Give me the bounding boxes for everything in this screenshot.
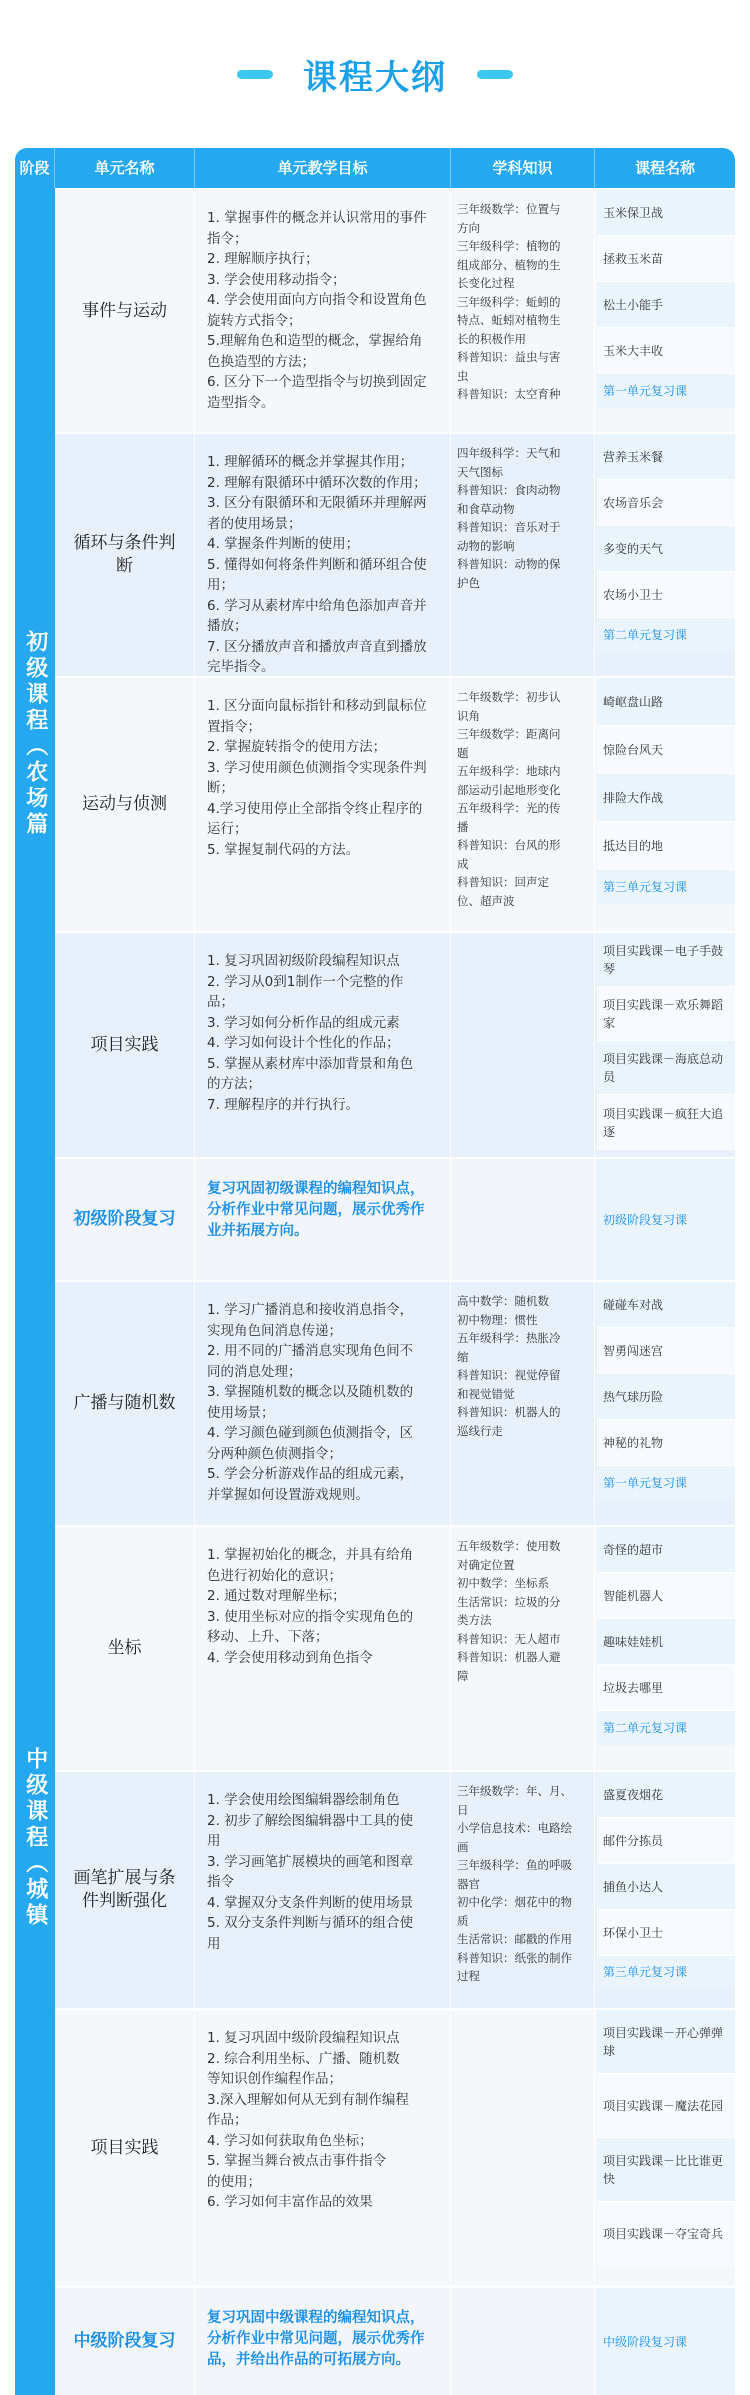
goal-line: 业并拓展方向。 bbox=[207, 1223, 309, 1239]
knowledge-line: 科普知识：太空育种 bbox=[457, 387, 561, 401]
goal-line: 品； bbox=[207, 994, 234, 1010]
unit-goals bbox=[195, 434, 451, 676]
knowledge-line: 组成部分、植物的生 bbox=[457, 257, 561, 272]
course-name: 项目实践课－开心弹弹球 bbox=[597, 2010, 735, 2074]
knowledge-line: 五年级数学：使用数 bbox=[457, 1539, 561, 1553]
goal-line: 4. 学会使用移动到角色指令 bbox=[207, 1649, 373, 1666]
goal-line: 完毕指令。 bbox=[207, 659, 275, 675]
course-name: 趣味娃娃机 bbox=[597, 1619, 735, 1665]
goal-line: 1. 区分面向鼠标指针和移动到鼠标位 bbox=[207, 698, 427, 714]
unit-goals bbox=[195, 1282, 451, 1525]
course-name: 垃圾去哪里 bbox=[597, 1665, 735, 1711]
course-list bbox=[595, 190, 735, 432]
course-name: 智能机器人 bbox=[597, 1573, 735, 1619]
knowledge-line: 虫 bbox=[457, 368, 469, 383]
goal-line: 2. 综合利用坐标、广播、随机数 bbox=[207, 2050, 400, 2067]
course-name: 第一单元复习课 bbox=[597, 1466, 735, 1500]
unit-name: 项目实践 bbox=[55, 933, 195, 1157]
goal-line: 并掌握如何设置游戏规则。 bbox=[207, 1486, 369, 1503]
page-title-bar bbox=[0, 0, 750, 148]
unit-goals bbox=[195, 2288, 451, 2395]
knowledge-line: 类方法 bbox=[457, 1613, 492, 1627]
unit-goals bbox=[195, 1159, 451, 1280]
knowledge-line: 生活常识：邮戳的作用 bbox=[457, 1932, 572, 1946]
knowledge-line: 三年级数学：年、月、 bbox=[457, 1784, 572, 1798]
goal-line: 5.理解角色和造型的概念，掌握给角 bbox=[207, 333, 423, 349]
course-name: 项目实践课－魔法花园 bbox=[597, 2074, 735, 2138]
unit-name: 初级阶段复习 bbox=[55, 1159, 195, 1280]
knowledge-line: 初中物理：惯性 bbox=[457, 1312, 538, 1327]
unit-goals bbox=[195, 1772, 451, 2008]
knowledge-line: 和食草动物 bbox=[457, 501, 515, 516]
goal-line: 1. 复习巩固中级阶段编程知识点 bbox=[207, 2030, 400, 2046]
goal-line: 指令 bbox=[207, 1874, 234, 1890]
goal-line: 2. 理解顺序执行； bbox=[207, 251, 319, 267]
goal-line: 4.学习使用停止全部指令终止程序的 bbox=[207, 800, 423, 817]
knowledge-line: 初中数学：坐标系 bbox=[457, 1576, 549, 1590]
course-name: 农场小卫士 bbox=[597, 572, 735, 618]
course-name: 项目实践课－夺宝奇兵 bbox=[597, 2202, 735, 2266]
goal-line: 2. 学习从0到1制作一个完整的作 bbox=[207, 973, 404, 990]
course-name: 智勇闯迷宫 bbox=[597, 1328, 735, 1374]
course-name: 热气球历险 bbox=[597, 1374, 735, 1420]
knowledge-line: 三年级数学：距离问 bbox=[457, 727, 561, 741]
goal-line: 使用场景； bbox=[207, 1404, 275, 1421]
unit-name: 中级阶段复习 bbox=[55, 2288, 195, 2395]
knowledge-line: 二年级数学：初步认 bbox=[457, 690, 561, 704]
knowledge-line: 科普知识：无人超市 bbox=[457, 1631, 561, 1646]
goal-line: 造型指令。 bbox=[207, 394, 275, 411]
knowledge-line: 科普知识：纸张的制作 bbox=[457, 1950, 572, 1965]
course-name: 松土小能手 bbox=[597, 282, 735, 328]
course-name: 拯救玉米苗 bbox=[597, 236, 735, 282]
table-row bbox=[55, 432, 735, 676]
course-name: 第三单元复习课 bbox=[597, 870, 735, 904]
goal-line: 4. 学习如何获取角色坐标； bbox=[207, 2132, 373, 2149]
knowledge-line: 播 bbox=[457, 819, 469, 834]
course-name: 营养玉米餐 bbox=[597, 434, 735, 480]
unit-goals bbox=[195, 678, 451, 931]
knowledge-line: 五年级科学：热胀冷 bbox=[457, 1331, 561, 1345]
subject-knowledge bbox=[451, 1159, 595, 1280]
knowledge-line: 三年级科学：蚯蚓的 bbox=[457, 294, 561, 309]
stage-intermediate: 中级课程（城镇 bbox=[15, 1280, 55, 2395]
goal-line: 6. 学习从素材库中给角色添加声音并 bbox=[207, 597, 427, 614]
knowledge-line: 部运动引起地形变化 bbox=[457, 782, 561, 797]
knowledge-line: 科普知识：动物的保 bbox=[457, 557, 561, 571]
goal-line: 色换造型的方法； bbox=[207, 353, 315, 370]
knowledge-line: 五年级科学：地球内 bbox=[457, 764, 561, 778]
goal-line: 4. 学会使用面向方向指令和设置角色 bbox=[207, 292, 427, 308]
header-unit-goals: 单元教学目标 bbox=[195, 148, 451, 188]
course-name: 玉米保卫战 bbox=[597, 190, 735, 236]
subject-knowledge bbox=[451, 1282, 595, 1525]
subject-knowledge bbox=[451, 678, 595, 931]
knowledge-line: 科普知识：视觉停留 bbox=[457, 1368, 561, 1382]
knowledge-line: 日 bbox=[457, 1802, 469, 1817]
knowledge-line: 生活常识：垃圾的分 bbox=[457, 1594, 561, 1609]
course-name: 项目实践课－欢乐舞蹈家 bbox=[597, 987, 735, 1041]
course-name: 环保小卫士 bbox=[597, 1910, 735, 1956]
course-name: 项目实践课－海底总动员 bbox=[597, 1041, 735, 1095]
goal-line: 播放； bbox=[207, 618, 248, 634]
course-name: 奇怪的超市 bbox=[597, 1527, 735, 1573]
goal-line: 用 bbox=[207, 1833, 221, 1849]
knowledge-line: 方向 bbox=[457, 220, 480, 235]
course-list bbox=[595, 1527, 735, 1770]
goal-line: 2. 通过数对理解坐标； bbox=[207, 1588, 346, 1604]
knowledge-line: 科普知识：益虫与害 bbox=[457, 350, 561, 364]
goal-line: 色进行初始化的意识； bbox=[207, 1567, 342, 1584]
knowledge-line: 天气图标 bbox=[457, 464, 503, 479]
goal-line: 7. 区分播放声音和播放声音直到播放 bbox=[207, 638, 427, 655]
header-stage: 阶段 bbox=[15, 148, 55, 188]
course-name: 抵达目的地 bbox=[597, 822, 735, 870]
course-name: 邮件分拣员 bbox=[597, 1818, 735, 1864]
table-row bbox=[55, 1525, 735, 1770]
knowledge-line: 护色 bbox=[457, 575, 480, 590]
goal-line: 4. 掌握条件判断的使用； bbox=[207, 536, 360, 552]
goal-line: 2. 掌握旋转指令的使用方法； bbox=[207, 739, 387, 755]
goal-line: 6. 学习如何丰富作品的效果 bbox=[207, 2194, 373, 2210]
goal-line: 分析作业中常见问题，展示优秀作 bbox=[207, 2331, 425, 2347]
course-name: 多变的天气 bbox=[597, 526, 735, 572]
goal-line: 移动、上升、下落； bbox=[207, 1629, 329, 1645]
goal-line: 5. 掌握从素材库中添加背景和角色 bbox=[207, 1055, 414, 1072]
unit-name: 事件与运动 bbox=[55, 190, 195, 432]
goal-line: 3. 掌握随机数的概念以及随机数的 bbox=[207, 1384, 414, 1400]
knowledge-line: 三年级科学：鱼的呼吸 bbox=[457, 1858, 572, 1872]
knowledge-line: 动物的影响 bbox=[457, 538, 515, 553]
goal-line: 运行； bbox=[207, 821, 248, 837]
table-row bbox=[55, 1157, 735, 1280]
course-name: 第二单元复习课 bbox=[597, 1711, 735, 1745]
stage-beginner: 初级课程（农场篇 bbox=[15, 188, 55, 1280]
knowledge-line: 科普知识：台风的形 bbox=[457, 838, 561, 852]
course-name: 农场音乐会 bbox=[597, 480, 735, 526]
goal-line: 同的消息处理； bbox=[207, 1363, 302, 1380]
goal-line: 3.深入理解如何从无到有制作编程 bbox=[207, 2091, 409, 2108]
unit-goals bbox=[195, 2010, 451, 2286]
table-row bbox=[55, 188, 735, 432]
course-name: 玉米大丰收 bbox=[597, 328, 735, 374]
knowledge-line: 三年级科学：植物的 bbox=[457, 239, 561, 253]
knowledge-line: 初中化学：烟花中的物 bbox=[457, 1895, 572, 1909]
knowledge-line: 五年级科学：光的传 bbox=[457, 801, 561, 815]
course-name: 惊险台风天 bbox=[597, 726, 735, 774]
course-list bbox=[595, 1282, 735, 1525]
unit-name: 运动与侦测 bbox=[55, 678, 195, 931]
knowledge-line: 科普知识：回声定 bbox=[457, 875, 549, 889]
course-list bbox=[595, 2288, 735, 2395]
goal-line: 分两种颜色侦测指令； bbox=[207, 1445, 342, 1462]
goal-line: 5. 掌握当舞台被点击事件指令 bbox=[207, 2153, 387, 2169]
subject-knowledge bbox=[451, 2288, 595, 2395]
knowledge-line: 长变化过程 bbox=[457, 276, 515, 290]
table-row bbox=[55, 2008, 735, 2286]
knowledge-line: 位、超声波 bbox=[457, 893, 515, 908]
goal-line: 品，并给出作品的可拓展方向。 bbox=[207, 2352, 410, 2368]
goal-line: 的方法； bbox=[207, 1076, 261, 1092]
goal-line: 2. 初步了解绘图编辑器中工具的使 bbox=[207, 1812, 414, 1829]
goal-line: 等知识创作编程作品； bbox=[207, 2071, 342, 2087]
course-list bbox=[595, 678, 735, 931]
course-name: 排险大作战 bbox=[597, 774, 735, 822]
course-name: 中级阶段复习课 bbox=[597, 2288, 735, 2395]
knowledge-line: 科普知识：机器人的 bbox=[457, 1405, 561, 1419]
goal-line: 1. 理解循环的概念并掌握其作用； bbox=[207, 454, 414, 470]
knowledge-line: 过程 bbox=[457, 1969, 480, 1983]
goal-line: 1. 复习巩固初级阶段编程知识点 bbox=[207, 953, 400, 969]
page-title: 课程大纲 bbox=[303, 57, 447, 98]
goal-line: 5. 懂得如何将条件判断和循环组合使 bbox=[207, 556, 427, 573]
course-name: 碰碰车对战 bbox=[597, 1282, 735, 1328]
goal-line: 的使用； bbox=[207, 2173, 261, 2190]
goal-line: 2. 理解有限循环中循环次数的作用； bbox=[207, 474, 427, 491]
table-row bbox=[55, 2286, 735, 2395]
course-list bbox=[595, 2010, 735, 2286]
goal-line: 1. 学习广播消息和接收消息指令， bbox=[207, 1302, 414, 1318]
knowledge-line: 高中数学：随机数 bbox=[457, 1294, 549, 1308]
goal-line: 分析作业中常见问题，展示优秀作 bbox=[207, 1202, 425, 1218]
syllabus-table bbox=[15, 148, 735, 2395]
unit-goals bbox=[195, 190, 451, 432]
goal-line: 1. 学会使用绘图编辑器绘制角色 bbox=[207, 1792, 400, 1808]
course-name: 崎岖盘山路 bbox=[597, 678, 735, 726]
course-name: 项目实践课－电子手鼓琴 bbox=[597, 933, 735, 987]
knowledge-line: 识角 bbox=[457, 708, 480, 723]
course-name: 盛夏夜烟花 bbox=[597, 1772, 735, 1818]
knowledge-line: 质 bbox=[457, 1913, 469, 1928]
subject-knowledge bbox=[451, 190, 595, 432]
goal-line: 1. 掌握事件的概念并认识常用的事件 bbox=[207, 210, 427, 226]
goal-line: 实现角色间消息传递； bbox=[207, 1322, 342, 1339]
knowledge-line: 科普知识：机器人避 bbox=[457, 1650, 561, 1664]
course-name: 项目实践课－比比谁更快 bbox=[597, 2138, 735, 2202]
knowledge-line: 三年级数学：位置与 bbox=[457, 202, 561, 216]
goal-line: 指令； bbox=[207, 230, 248, 247]
goal-line: 4. 学习如何设计个性化的作品； bbox=[207, 1035, 400, 1051]
goal-line: 3. 学习使用颜色侦测指令实现条件判 bbox=[207, 759, 427, 776]
course-name: 第一单元复习课 bbox=[597, 374, 735, 408]
header-course-name: 课程名称 bbox=[634, 159, 695, 177]
goal-line: 3. 学会使用移动指令； bbox=[207, 271, 346, 288]
course-name: 项目实践课－疯狂大追逐 bbox=[597, 1095, 735, 1150]
goal-line: 3. 区分有限循环和无限循环并理解两 bbox=[207, 495, 427, 511]
subject-knowledge bbox=[451, 434, 595, 676]
table-row bbox=[55, 1770, 735, 2008]
knowledge-line: 长的积极作用 bbox=[457, 331, 526, 346]
unit-name: 画笔扩展与条件判断强化 bbox=[55, 1772, 195, 2008]
goal-line: 作品； bbox=[207, 2112, 248, 2128]
course-list bbox=[595, 1772, 735, 2008]
goal-line: 5. 学会分析游戏作品的组成元素， bbox=[207, 1466, 414, 1482]
goal-line: 5. 双分支条件判断与循环的组合使 bbox=[207, 1915, 414, 1931]
subject-knowledge bbox=[451, 1527, 595, 1770]
subject-knowledge bbox=[451, 933, 595, 1157]
goal-line: 置指令； bbox=[207, 718, 261, 735]
course-name: 第三单元复习课 bbox=[597, 1956, 735, 1988]
goal-line: 4. 掌握双分支条件判断的使用场景 bbox=[207, 1894, 414, 1911]
goal-line: 2. 用不同的广播消息实现角色间不 bbox=[207, 1343, 414, 1359]
goal-line: 7. 理解程序的并行执行。 bbox=[207, 1096, 360, 1113]
unit-name: 循环与条件判断 bbox=[55, 434, 195, 676]
goal-line: 6. 区分下一个造型指令与切换到固定 bbox=[207, 374, 427, 390]
knowledge-line: 四年级科学：天气和 bbox=[457, 446, 561, 460]
goal-line: 4. 学习颜色碰到颜色侦测指令，区 bbox=[207, 1425, 414, 1441]
knowledge-line: 障 bbox=[457, 1668, 469, 1683]
goal-line: 5. 掌握复制代码的方法。 bbox=[207, 841, 360, 858]
header-subject-knowledge: 学科知识 bbox=[451, 148, 595, 188]
knowledge-line: 题 bbox=[457, 745, 469, 760]
header-unit-name: 单元名称 bbox=[55, 148, 195, 188]
knowledge-line: 画 bbox=[457, 1839, 469, 1854]
course-list bbox=[595, 933, 735, 1157]
unit-name: 项目实践 bbox=[55, 2010, 195, 2286]
subject-knowledge bbox=[451, 2010, 595, 2286]
goal-line: 旋转方式指令； bbox=[207, 312, 302, 329]
knowledge-line: 和视觉错觉 bbox=[457, 1386, 515, 1401]
knowledge-line: 科普知识：音乐对于 bbox=[457, 520, 561, 534]
goal-line: 用； bbox=[207, 577, 234, 593]
knowledge-line: 科普知识：食肉动物 bbox=[457, 483, 561, 497]
course-name: 神秘的礼物 bbox=[597, 1420, 735, 1466]
course-name: 初级阶段复习课 bbox=[597, 1159, 735, 1280]
course-name: 第二单元复习课 bbox=[597, 618, 735, 652]
course-name: 捕鱼小达人 bbox=[597, 1864, 735, 1910]
knowledge-line: 缩 bbox=[457, 1349, 469, 1364]
table-row bbox=[55, 931, 735, 1157]
subject-knowledge bbox=[451, 1772, 595, 2008]
table-row bbox=[55, 1280, 735, 1525]
goal-line: 断； bbox=[207, 780, 234, 796]
table-row bbox=[55, 676, 735, 931]
course-list bbox=[595, 434, 735, 676]
table-header bbox=[15, 148, 735, 188]
unit-goals bbox=[195, 1527, 451, 1770]
goal-line: 用 bbox=[207, 1935, 221, 1952]
knowledge-line: 对确定位置 bbox=[457, 1557, 515, 1572]
goal-line: 1. 掌握初始化的概念，并具有给角 bbox=[207, 1547, 414, 1563]
course-list bbox=[595, 1159, 735, 1280]
knowledge-line: 巡线行走 bbox=[457, 1423, 503, 1438]
knowledge-line: 器官 bbox=[457, 1876, 480, 1891]
knowledge-line: 小学信息技术：电路绘 bbox=[457, 1821, 572, 1835]
goal-line: 3. 学习画笔扩展模块的画笔和图章 bbox=[207, 1853, 414, 1870]
unit-name: 广播与随机数 bbox=[55, 1282, 195, 1525]
goal-line: 复习巩固中级课程的编程知识点， bbox=[207, 2310, 425, 2326]
goal-line: 3. 学习如何分析作品的组成元素 bbox=[207, 1014, 400, 1031]
goal-line: 3. 使用坐标对应的指令实现角色的 bbox=[207, 1608, 414, 1625]
knowledge-line: 特点、蚯蚓对植物生 bbox=[457, 313, 561, 327]
goal-line: 者的使用场景； bbox=[207, 515, 302, 532]
unit-name: 坐标 bbox=[55, 1527, 195, 1770]
knowledge-line: 成 bbox=[457, 856, 469, 871]
title-decoration-left bbox=[237, 70, 273, 79]
goal-line: 复习巩固初级课程的编程知识点， bbox=[207, 1181, 425, 1197]
unit-goals bbox=[195, 933, 451, 1157]
title-decoration-right bbox=[477, 70, 513, 79]
